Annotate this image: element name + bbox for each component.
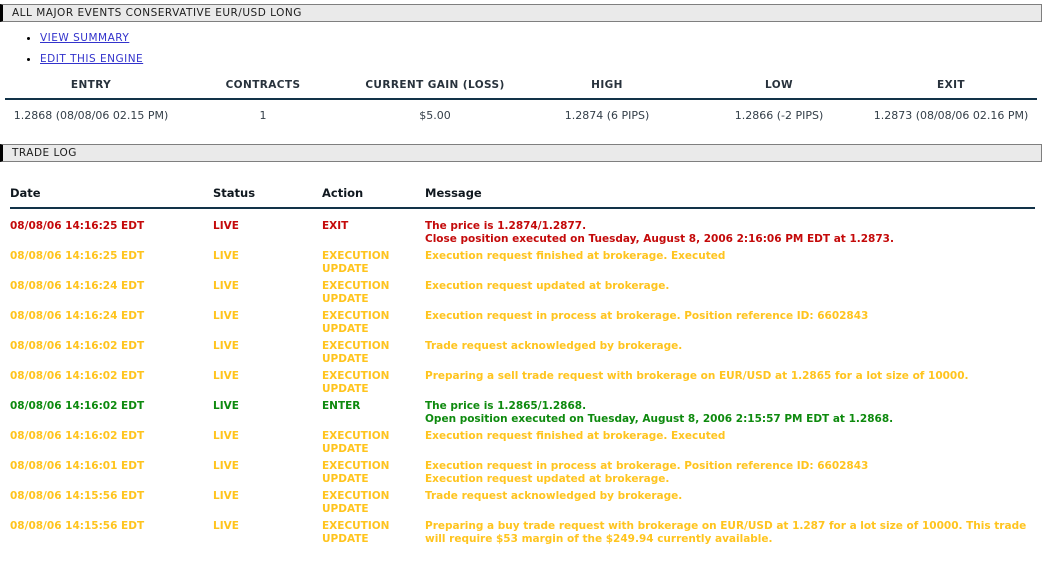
action-column-header: Action (322, 186, 364, 200)
log-message (425, 280, 1035, 293)
list-item (40, 52, 1042, 65)
entry-column-header: ENTRY (70, 79, 112, 91)
position-summary-value-row (5, 100, 1037, 122)
trade-log-row (10, 370, 1035, 400)
entry-value: 1.2868 (08/08/06 02.15 PM) (13, 109, 169, 122)
log-message-line: The price is 1.2874/1.2877. (425, 220, 587, 232)
position-summary-header-row (5, 79, 1037, 100)
contracts-column-header: CONTRACTS (225, 79, 301, 91)
log-status: LIVE (213, 460, 239, 472)
log-message-line: Preparing a buy trade request with brokerage on EUR/USD at 1.287 for a lot size of 10000. This trade will require $53 margin of the $249.94 currently available. (425, 520, 1027, 545)
log-message (425, 340, 1035, 353)
trade-log-row (10, 220, 1035, 250)
trade-log-row (10, 280, 1035, 310)
log-date: 08/08/06 14:15:56 EDT (10, 520, 145, 532)
log-status: LIVE (213, 400, 239, 412)
log-action: EXECUTION UPDATE (322, 370, 390, 395)
log-status: LIVE (213, 370, 239, 382)
log-status: LIVE (213, 280, 239, 292)
log-message (425, 310, 1035, 323)
log-status: LIVE (213, 490, 239, 502)
log-message-line: Trade request acknowledged by brokerage. (425, 490, 683, 502)
log-date: 08/08/06 14:16:02 EDT (10, 370, 145, 382)
log-date: 08/08/06 14:16:02 EDT (10, 340, 145, 352)
log-message (425, 370, 1035, 383)
log-message (425, 430, 1035, 443)
list-item (40, 31, 1042, 44)
edit-engine-link[interactable]: EDIT THIS ENGINE (40, 53, 144, 65)
log-message-line: Execution request in process at brokerage. Position reference ID: 6602843 (425, 310, 869, 322)
log-message (425, 400, 1035, 426)
engine-title-bar (0, 4, 1042, 22)
trade-log-rows (10, 220, 1035, 550)
log-status: LIVE (213, 310, 239, 322)
trade-log-title-bar (0, 144, 1042, 162)
trade-log-row (10, 430, 1035, 460)
log-message-line: Trade request acknowledged by brokerage. (425, 340, 683, 352)
log-message-line: The price is 1.2865/1.2868. (425, 400, 587, 412)
engine-links (0, 31, 1042, 65)
trade-log-row (10, 340, 1035, 370)
position-summary-table (5, 79, 1037, 122)
log-message (425, 490, 1035, 503)
low-column-header: LOW (764, 79, 794, 91)
trade-log-header-row (10, 186, 1035, 209)
log-date: 08/08/06 14:16:24 EDT (10, 310, 145, 322)
log-status: LIVE (213, 340, 239, 352)
log-date: 08/08/06 14:16:02 EDT (10, 400, 145, 412)
log-message-line: Execution request finished at brokerage. Executed (425, 250, 726, 262)
log-action: EXECUTION UPDATE (322, 490, 390, 515)
log-message-line: Execution request updated at brokerage. (425, 280, 670, 292)
current-gain-value: $5.00 (419, 109, 451, 122)
log-message (425, 520, 1035, 546)
log-message-line: Execution request updated at brokerage. (425, 473, 670, 485)
trade-log-row (10, 400, 1035, 430)
log-message-line: Open position executed on Tuesday, August 8, 2006 2:15:57 PM EDT at 1.2868. (425, 413, 894, 425)
log-date: 08/08/06 14:16:25 EDT (10, 220, 145, 232)
log-action: EXECUTION UPDATE (322, 460, 390, 485)
log-date: 08/08/06 14:16:24 EDT (10, 280, 145, 292)
log-message-line: Preparing a sell trade request with brokerage on EUR/USD at 1.2865 for a lot size of 10000. (425, 370, 969, 382)
log-action: EXECUTION UPDATE (322, 520, 390, 545)
contracts-value: 1 (259, 109, 267, 122)
log-message (425, 460, 1035, 486)
trade-log-row (10, 310, 1035, 340)
exit-column-header: EXIT (937, 79, 965, 91)
log-status: LIVE (213, 250, 239, 262)
log-status: LIVE (213, 520, 239, 532)
log-action: ENTER (322, 400, 361, 412)
log-message (425, 220, 1035, 246)
log-action: EXECUTION UPDATE (322, 310, 390, 335)
status-column-header: Status (213, 186, 256, 200)
log-action: EXIT (322, 220, 349, 232)
log-status: LIVE (213, 430, 239, 442)
low-value: 1.2866 (-2 PIPS) (734, 109, 824, 122)
log-action: EXECUTION UPDATE (322, 250, 390, 275)
message-column-header: Message (425, 186, 482, 200)
log-date: 08/08/06 14:16:02 EDT (10, 430, 145, 442)
log-message (425, 250, 1035, 263)
exit-value: 1.2873 (08/08/06 02.16 PM) (873, 109, 1029, 122)
trade-log-row (10, 250, 1035, 280)
date-column-header: Date (10, 186, 41, 200)
engine-title: ALL MAJOR EVENTS CONSERVATIVE EUR/USD LONG (12, 7, 302, 19)
log-status: LIVE (213, 220, 239, 232)
high-value: 1.2874 (6 PIPS) (564, 109, 650, 122)
current-gain-column-header: CURRENT GAIN (LOSS) (365, 79, 505, 91)
trade-log-row (10, 490, 1035, 520)
trade-log-title: TRADE LOG (12, 147, 77, 159)
view-summary-link[interactable]: VIEW SUMMARY (40, 32, 130, 44)
log-date: 08/08/06 14:16:01 EDT (10, 460, 145, 472)
log-date: 08/08/06 14:15:56 EDT (10, 490, 145, 502)
log-action: EXECUTION UPDATE (322, 340, 390, 365)
log-date: 08/08/06 14:16:25 EDT (10, 250, 145, 262)
log-action: EXECUTION UPDATE (322, 280, 390, 305)
log-message-line: Execution request in process at brokerage. Position reference ID: 6602843 (425, 460, 869, 472)
log-message-line: Close position executed on Tuesday, August 8, 2006 2:16:06 PM EDT at 1.2873. (425, 233, 894, 245)
trade-log-row (10, 460, 1035, 490)
high-column-header: HIGH (591, 79, 623, 91)
log-message-line: Execution request finished at brokerage. Executed (425, 430, 726, 442)
trade-log-row (10, 520, 1035, 550)
log-action: EXECUTION UPDATE (322, 430, 390, 455)
